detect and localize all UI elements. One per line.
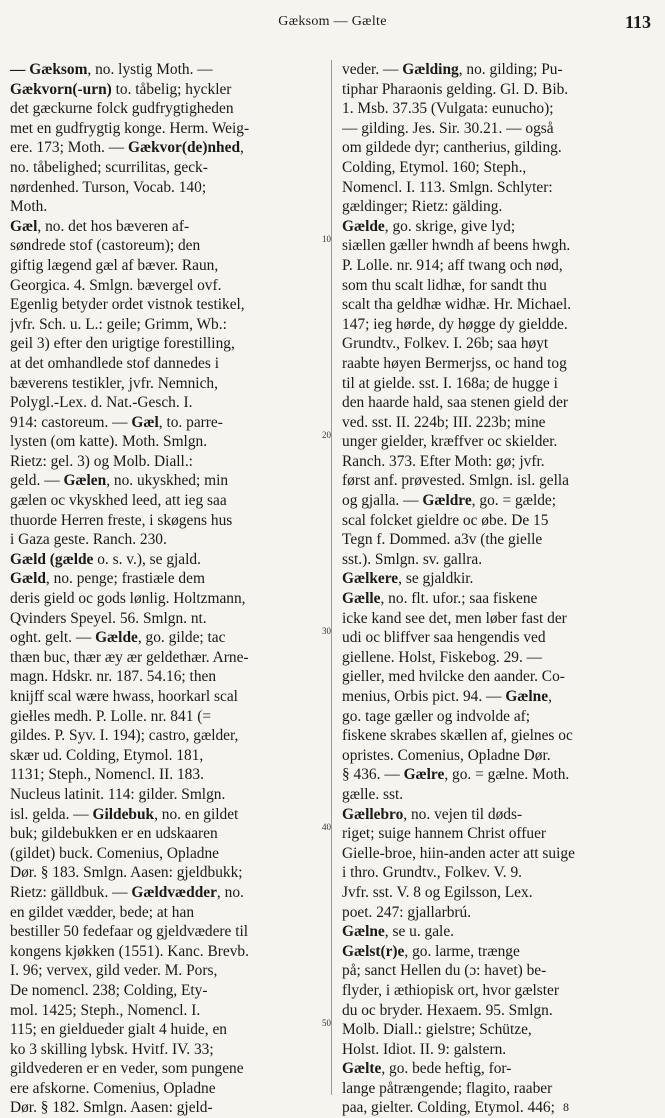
text-line <box>342 863 654 883</box>
text-line <box>342 922 654 942</box>
text-run: giftig lægend gæl af bæver. Raun, <box>10 256 219 274</box>
text-run: giełles medh. P. Lolle. nr. 841 (= <box>10 707 212 725</box>
text-line <box>10 276 318 296</box>
headword: Gælde <box>95 629 138 647</box>
text-line <box>10 589 318 609</box>
text-line <box>10 256 318 276</box>
text-line <box>342 707 654 727</box>
text-run: skær ud. Colding, Etymol. 181, <box>10 746 204 764</box>
text-line <box>10 863 318 883</box>
headword: Gælle <box>342 590 381 608</box>
page-footer <box>0 1100 665 1115</box>
text-run: , go. = gælne. Moth. <box>444 766 570 784</box>
text-line <box>342 138 654 158</box>
text-run: Rietz: gel. 3) og Molb. Diall.: <box>10 452 193 470</box>
text-line <box>10 511 318 531</box>
headword: Gældvædder <box>131 883 217 901</box>
text-run: at det omhandlede stof dannedes i <box>10 354 219 372</box>
text-run: , <box>548 688 552 705</box>
text-run: icke kand see det, men løber fast der <box>342 609 567 627</box>
text-run: mol. 1425; Steph., Nomencl. I. <box>10 1001 201 1019</box>
text-line <box>10 726 318 746</box>
text-run: tiphar Pharaonis gelding. Gl. D. Bib. <box>342 80 569 98</box>
text-run: thæn buc, thær æy ær geldethær. Arne- <box>10 648 249 666</box>
text-run: , se gjaldkir. <box>398 570 474 588</box>
text-line <box>10 432 318 452</box>
text-run: i Gaza geste. Ranch. 230. <box>10 531 167 549</box>
text-line <box>342 785 654 805</box>
headword: Gællebro <box>342 805 404 823</box>
text-line <box>342 158 654 178</box>
headword: Gæld <box>10 570 46 588</box>
text-line <box>342 530 654 550</box>
text-run: oght. gelt. — <box>10 629 96 647</box>
text-line <box>10 922 318 942</box>
text-run: gildes. P. Syv. I. 194); castro, gælder, <box>10 727 239 745</box>
text-line <box>342 844 654 864</box>
text-line <box>10 530 318 550</box>
text-line <box>342 569 654 589</box>
text-line <box>10 138 318 158</box>
text-run: gælle. sst. <box>342 785 404 803</box>
text-line <box>10 452 318 472</box>
text-run: Holst. Idiot. II. 9: galstern. <box>342 1040 507 1058</box>
text-line <box>342 491 654 511</box>
text-run: bestiller 50 fedefaar og gjeldvædere til <box>10 923 249 941</box>
text-run: Polygl.-Lex. d. Nat.-Gesch. I. <box>10 394 193 412</box>
text-run: ere afskorne. Comenius, Opladne <box>10 1079 216 1097</box>
text-run: Ranch. 373. Efter Moth: gø; jvfr. <box>342 452 545 470</box>
text-run: , <box>240 139 244 157</box>
text-line <box>10 824 318 844</box>
text-line <box>10 393 318 413</box>
text-line <box>10 883 318 903</box>
text-run: Grundtv., Folkev. I. 26b; saa høyt <box>342 335 549 353</box>
text-line <box>342 354 654 374</box>
text-line <box>10 609 318 629</box>
text-run: siællen gæller hwndh af beens hwgh. <box>342 237 571 255</box>
text-run: Nomencl. I. 113. Smlgn. Schlyter: <box>342 178 553 196</box>
text-run: Rietz: gälldbuk. — <box>10 883 132 901</box>
text-run: met en gudfrygtig konge. Herm. Weig- <box>10 119 250 137</box>
text-line <box>10 961 318 981</box>
text-run: magn. Hdskr. nr. 187. 54.16; then <box>10 668 217 686</box>
text-line <box>10 903 318 923</box>
text-run: isl. gelda. — <box>10 805 93 823</box>
text-run: , go. larme, trænge <box>404 942 520 960</box>
text-run: , no. <box>216 883 244 901</box>
text-line <box>342 99 654 119</box>
text-run: — gilding. Jes. Sir. 30.21. — også <box>342 119 554 137</box>
text-run: i thro. Grundtv., Folkev. V. 9. <box>342 864 522 882</box>
text-line <box>10 99 318 119</box>
text-run: Jvfr. sst. V. 8 og Egilsson, Lex. <box>342 883 533 901</box>
text-run: Moth. <box>10 198 48 216</box>
text-line <box>342 1020 654 1040</box>
text-run: gælen oc vkyskhed leed, att ieg saa <box>10 492 227 510</box>
text-line <box>10 746 318 766</box>
text-run: 914: castoreum. — <box>10 413 132 431</box>
text-line <box>342 452 654 472</box>
headword: Gælde <box>342 217 385 235</box>
text-run: , no. lystig Moth. — <box>87 61 213 78</box>
text-line <box>10 648 318 668</box>
text-line <box>10 805 318 825</box>
headword: Gæl <box>131 413 159 431</box>
headword: Gældre <box>422 492 472 510</box>
text-run: , no. gilding; Pu- <box>458 61 563 78</box>
text-run: lysten (om katte). Moth. Smlgn. <box>10 433 208 451</box>
text-run: , no. ukyskhed; min <box>106 472 229 490</box>
headword: Gækvor(de)nhed <box>127 139 241 157</box>
text-line <box>342 60 654 80</box>
text-run: Tegn f. Dommed. a3v (the gielle <box>342 531 543 549</box>
text-run: 115; en gieldueder gialt 4 huide, en <box>10 1021 227 1039</box>
text-run: kongens kjøkken (1551). Kanc. Brevb. <box>10 942 249 960</box>
text-run: riget; suige hannem Christ offuer <box>342 825 547 843</box>
text-line <box>10 60 318 80</box>
headword: Gæl <box>10 217 38 235</box>
text-line <box>10 178 318 198</box>
text-run: ere. 173; Moth. — <box>10 139 128 157</box>
text-run: , se u. gale. <box>384 923 455 941</box>
text-run: menius, Orbis pict. 94. — <box>342 688 506 705</box>
text-line <box>342 942 654 962</box>
headword: Gælkere <box>342 570 399 588</box>
text-run: thuorde Herren freste, i skøgens hus <box>10 511 233 529</box>
text-line <box>10 667 318 687</box>
page-header <box>0 10 665 36</box>
headword: Gælte <box>342 1060 382 1078</box>
text-run: udi oc bliffver saa hengendis ved <box>342 629 546 647</box>
running-head: Gæksom — Gælte <box>278 14 387 29</box>
text-line <box>10 707 318 727</box>
text-line <box>10 1020 318 1040</box>
text-run: på; sanct Hellen du (ɔ: havet) be- <box>342 962 547 980</box>
text-run: deris gield oc gods lønlig. Holtzmann, <box>10 590 246 608</box>
text-run: (gildet) buck. Comenius, Opladne <box>10 844 220 862</box>
text-run: geil 3) efter den urigtige forestilling, <box>10 335 235 353</box>
line-number: 20 <box>322 430 331 440</box>
line-number: 40 <box>322 822 331 832</box>
text-line <box>10 374 318 394</box>
text-line <box>10 1040 318 1060</box>
text-line <box>342 374 654 394</box>
text-run: gieller, med hvilcke den aander. Co- <box>342 668 565 686</box>
text-run: scal folcket gieldre oc øbe. De 15 <box>342 511 549 529</box>
text-run: 1. Msb. 37.35 (Vulgata: eunucho); <box>342 100 554 118</box>
text-line <box>10 1001 318 1021</box>
headword: Gæld (gælde <box>10 550 94 568</box>
text-line <box>10 295 318 315</box>
text-run: o. s. v.), se gjald. <box>93 550 201 568</box>
text-line <box>10 844 318 864</box>
text-line <box>342 1001 654 1021</box>
text-line <box>342 765 654 785</box>
text-line <box>342 667 654 687</box>
text-run: det gæckurne folck gudfrygtigheden <box>10 100 234 118</box>
text-run: ko 3 skilling lybsk. Hvitf. IV. 33; <box>10 1040 214 1058</box>
text-run: , no. flt. ufor.; saa fiskene <box>380 590 538 608</box>
text-run: to. tåbelig; hyckler <box>111 80 232 98</box>
text-run: du oc bryder. Hexaem. 95. Smlgn. <box>342 1001 553 1019</box>
text-run: fiskene skrabes skællen af, gielnes oc <box>342 727 573 745</box>
text-run: søndrede stof (castoreum); den <box>10 237 201 255</box>
line-number: 50 <box>322 1018 331 1028</box>
text-run: nørdenhed. Turson, Vocab. 140; <box>10 178 207 196</box>
text-line <box>342 824 654 844</box>
text-line <box>10 217 318 237</box>
text-line <box>342 236 654 256</box>
text-line <box>10 628 318 648</box>
text-run: Colding, Etymol. 160; Steph., <box>342 158 527 176</box>
text-line <box>10 80 318 100</box>
text-run: gildvederen er en veder, som pungene <box>10 1060 244 1078</box>
text-run: , go. skrige, give lyd; <box>384 217 516 235</box>
signature-mark: 8 <box>563 1100 569 1114</box>
text-line <box>10 354 318 374</box>
text-line <box>10 981 318 1001</box>
text-run: unger gielder, kræffver oc skielder. <box>342 433 558 451</box>
text-run: , no. penge; frastiæle dem <box>45 570 205 588</box>
text-line <box>342 413 654 433</box>
text-run: De nomencl. 238; Colding, Ety- <box>10 981 208 999</box>
text-line <box>10 158 318 178</box>
text-line <box>342 981 654 1001</box>
headword: Gælne <box>505 688 549 705</box>
text-run: bæverens testikler, jvfr. Nemnich, <box>10 374 218 392</box>
text-run: giellene. Holst, Fiskebog. 29. — <box>342 648 543 666</box>
text-line <box>342 1040 654 1060</box>
text-run: P. Lolle. nr. 914; aff twang och nød, <box>342 256 563 274</box>
page-number: 113 <box>624 12 651 32</box>
text-line <box>342 471 654 491</box>
text-line <box>10 236 318 256</box>
text-run: Dør. § 182. Smlgn. Aasen: gjeld- <box>10 1099 213 1117</box>
headword: Gækvorn(-urn) <box>10 80 112 98</box>
text-line <box>342 961 654 981</box>
text-run: , go. bede heftig, for- <box>381 1060 512 1078</box>
text-run: om gildede dyr; cantherius, gilding. <box>342 139 562 157</box>
text-line <box>10 413 318 433</box>
text-line <box>10 197 318 217</box>
text-run: , no. en gildet <box>154 805 239 823</box>
headword: Gælding <box>402 61 459 78</box>
text-run: Molb. Diall.: gielstre; Schütze, <box>342 1021 532 1039</box>
text-line <box>10 1059 318 1079</box>
headword: Gælen <box>63 472 107 490</box>
text-line <box>10 687 318 707</box>
line-number: 10 <box>322 234 331 244</box>
headword: Gildebuk <box>92 805 155 823</box>
column-divider <box>331 60 332 1095</box>
text-run: veder. — <box>342 61 403 78</box>
text-run: til at gielde. sst. I. 168a; de hugge i <box>342 374 558 392</box>
text-line <box>10 334 318 354</box>
text-line <box>10 315 318 335</box>
text-line <box>342 589 654 609</box>
text-line <box>342 432 654 452</box>
text-line <box>342 550 654 570</box>
text-line <box>342 746 654 766</box>
text-line <box>342 256 654 276</box>
text-line <box>342 393 654 413</box>
text-line <box>342 805 654 825</box>
text-line <box>10 569 318 589</box>
text-run: no. tåbelighed; scurrilitas, geck- <box>10 158 208 176</box>
text-run: I. 96; vervex, gild veder. M. Pors, <box>10 962 218 980</box>
text-line <box>342 80 654 100</box>
text-line <box>10 491 318 511</box>
text-run: paa, gielter. Colding, Etymol. 446; <box>342 1099 555 1117</box>
text-run: go. tage gæller og indvolde af; <box>342 707 531 725</box>
line-number: 30 <box>322 626 331 636</box>
text-run: , no. det hos bæveren af- <box>37 217 190 235</box>
text-run: geld. — <box>10 472 64 490</box>
text-line <box>342 334 654 354</box>
text-line <box>342 609 654 629</box>
text-run: Egenlig betyder ordet vistnok testikel, <box>10 296 245 314</box>
text-line <box>342 1079 654 1099</box>
text-run: raabte høyen Bermerjss, oc hand tog <box>342 354 567 372</box>
text-run: Qvinders Speyel. 56. Smlgn. nt. <box>10 609 207 627</box>
text-line <box>10 471 318 491</box>
text-line <box>10 119 318 139</box>
text-run: knijff scal wære hwass, hoorkarl scal <box>10 688 238 705</box>
text-run: flyder, i æthiopisk ort, hvor gælster <box>342 981 559 999</box>
left-column <box>10 60 318 1118</box>
headword: Gælst(r)e <box>342 942 405 960</box>
text-line <box>342 178 654 198</box>
text-line <box>342 883 654 903</box>
text-line <box>342 315 654 335</box>
text-run: 147; ieg hørde, dy høgge dy gieldde. <box>342 315 568 333</box>
text-line <box>342 511 654 531</box>
text-run: , go. gilde; tac <box>137 629 226 647</box>
text-line <box>342 726 654 746</box>
text-line <box>342 1059 654 1079</box>
text-line <box>342 687 654 707</box>
text-run: , to. parre- <box>158 413 223 431</box>
text-run: Nucleus latinit. 114: gilder. Smlgn. <box>10 785 226 803</box>
text-run: den haarde hald, saa stenen gield der <box>342 394 569 412</box>
text-run: 1131; Steph., Nomencl. II. 183. <box>10 766 204 784</box>
text-run: , no. vejen til døds- <box>403 805 523 823</box>
text-run: poet. 247: gjallarbrú. <box>342 903 472 921</box>
text-run: og gjalla. — <box>342 492 423 510</box>
text-run: gældinger; Rietz: gälding. <box>342 198 503 216</box>
text-run: Gielle-broe, hiin-anden acter att suige <box>342 844 575 862</box>
text-run: jvfr. Sch. u. L.: geile; Grimm, Wb.: <box>10 315 227 333</box>
text-line <box>342 628 654 648</box>
text-line <box>10 1079 318 1099</box>
text-line <box>10 550 318 570</box>
text-line <box>342 276 654 296</box>
text-run: Georgica. 4. Smlgn. bævergel ovf. <box>10 276 222 294</box>
headword: Gælre <box>403 766 445 784</box>
headword: — Gæksom <box>10 61 88 78</box>
text-line <box>10 942 318 962</box>
text-line <box>342 119 654 139</box>
text-line <box>342 903 654 923</box>
text-run: sst.). Smlgn. sv. gallra. <box>342 550 483 568</box>
text-run: som thu scalt lidhæ, for sandt thu <box>342 276 547 294</box>
text-run: opristes. Comenius, Opladne Dør. <box>342 746 551 764</box>
text-run: Dør. § 183. Smlgn. Aasen: gjeldbukk; <box>10 864 243 882</box>
headword: Gælne <box>342 923 385 941</box>
text-run: en gildet vædder, bede; at han <box>10 903 195 921</box>
text-line <box>10 785 318 805</box>
text-line <box>342 648 654 668</box>
text-line <box>342 217 654 237</box>
text-line <box>342 197 654 217</box>
text-run: scalt tha geldhæ widhæ. Hr. Michael. <box>342 296 572 314</box>
right-column <box>342 60 654 1118</box>
text-line <box>342 295 654 315</box>
text-run: , go. = gælde; <box>471 492 557 510</box>
text-run: ved. sst. II. 224b; III. 223b; mine <box>342 413 546 431</box>
text-run: først anf. prøvested. Smlgn. isl. gella <box>342 472 569 490</box>
text-line <box>10 765 318 785</box>
text-run: § 436. — <box>342 766 404 784</box>
text-run: buk; gildebukken er en udskaaren <box>10 825 218 843</box>
text-run: lange påtrængende; flagito, raaber <box>342 1079 553 1097</box>
